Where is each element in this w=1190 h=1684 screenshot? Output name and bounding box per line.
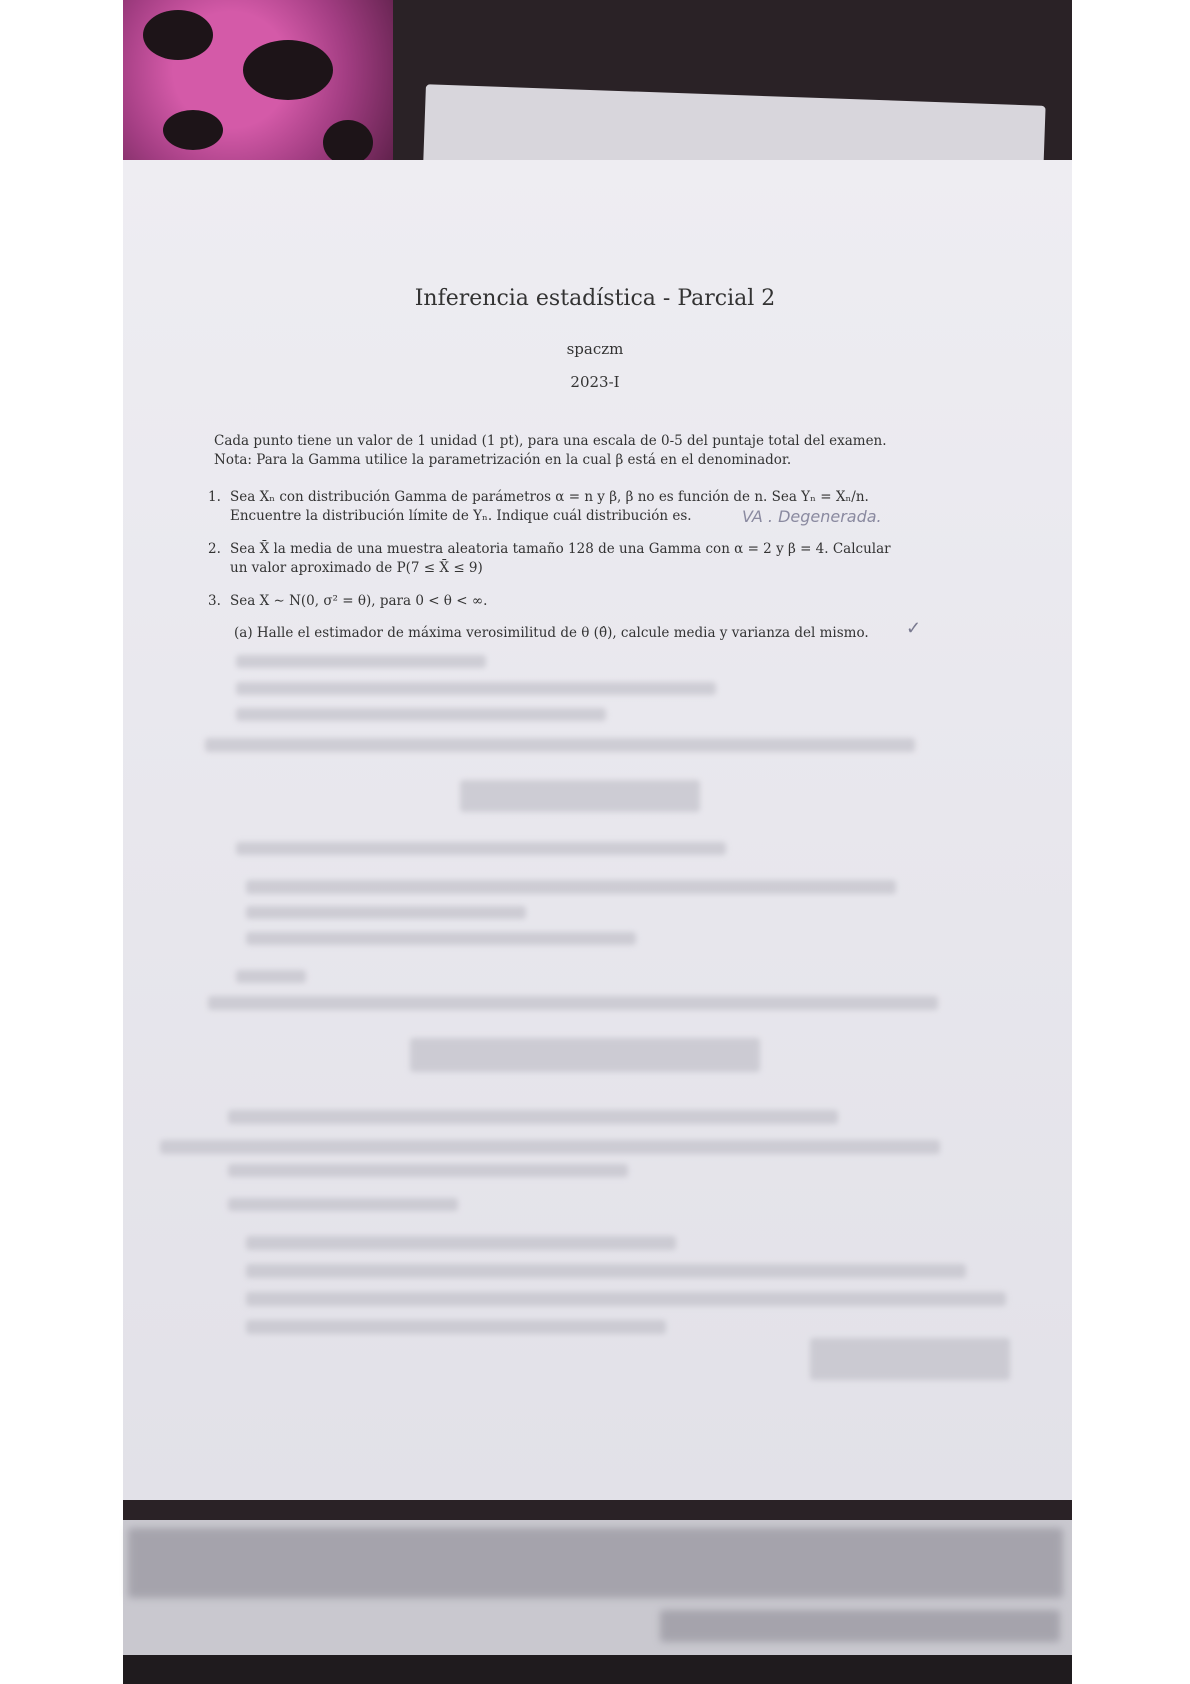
table-edge xyxy=(123,1655,1072,1684)
question-text-line: Encuentre la distribución límite de Yₙ. Indique cuál distribución es. xyxy=(230,508,692,524)
question-text-line: Sea Xₙ con distribución Gamma de parámetros α = n y β, β no es función de n. Sea Yₙ = Xₙ/n. xyxy=(230,489,869,505)
blurred-handwriting xyxy=(810,1338,1010,1380)
check-mark-icon: ✓ xyxy=(906,618,922,639)
blurred-text xyxy=(246,880,896,894)
exam-term: 2023-I xyxy=(570,373,620,391)
blurred-text xyxy=(236,842,726,855)
blurred-text xyxy=(246,906,526,919)
exam-instructions xyxy=(214,432,934,470)
blurred-text xyxy=(160,1140,940,1154)
blurred-text xyxy=(236,970,306,983)
question-text-line: un valor aproximado de P(7 ≤ X̄ ≤ 9) xyxy=(230,560,483,576)
blurred-formula xyxy=(460,780,700,812)
question-2 xyxy=(208,540,933,578)
instructions-line-2: Nota: Para la Gamma utilice la parametrización en la cual β está en el denominador. xyxy=(214,452,792,468)
question-3 xyxy=(208,592,933,611)
subitem-label: (a) xyxy=(234,625,253,641)
blurred-text xyxy=(228,1164,628,1177)
blurred-text xyxy=(246,1292,1006,1306)
blurred-text xyxy=(246,932,636,945)
question-number: 2. xyxy=(208,541,221,557)
blurred-text xyxy=(228,1198,458,1211)
handwritten-note: VA . Degenerada. xyxy=(742,507,882,526)
blurred-text xyxy=(205,738,915,752)
blurred-text xyxy=(246,1320,666,1334)
blurred-text xyxy=(660,1610,1060,1642)
question-number: 1. xyxy=(208,489,221,505)
blurred-formula xyxy=(410,1038,760,1072)
exam-title: Inferencia estadística - Parcial 2 xyxy=(414,286,776,311)
blurred-text xyxy=(128,1528,1063,1598)
blurred-text xyxy=(236,655,486,668)
question-3a xyxy=(234,624,924,643)
blurred-text xyxy=(236,708,606,721)
subitem-text: Halle el estimador de máxima verosimilitud de θ (θ̂), calcule media y varianza del mismo. xyxy=(256,625,869,641)
blurred-text xyxy=(236,682,716,695)
question-text-line: Sea X̄ la media de una muestra aleatoria tamaño 128 de una Gamma con α = 2 y β = 4. Calcular xyxy=(230,541,891,557)
question-number: 3. xyxy=(208,593,221,609)
question-text-line: Sea X ∼ N(0, σ² = θ), para 0 < θ < ∞. xyxy=(230,593,488,609)
exam-author: spaczm xyxy=(566,340,624,358)
blurred-text xyxy=(246,1236,676,1250)
fabric-background xyxy=(123,0,393,175)
instructions-line-1: Cada punto tiene un valor de 1 unidad (1 pt), para una escala de 0-5 del puntaje total del examen. xyxy=(214,433,887,449)
blurred-text xyxy=(228,1110,838,1124)
blurred-text xyxy=(208,996,938,1010)
blurred-text xyxy=(246,1264,966,1278)
